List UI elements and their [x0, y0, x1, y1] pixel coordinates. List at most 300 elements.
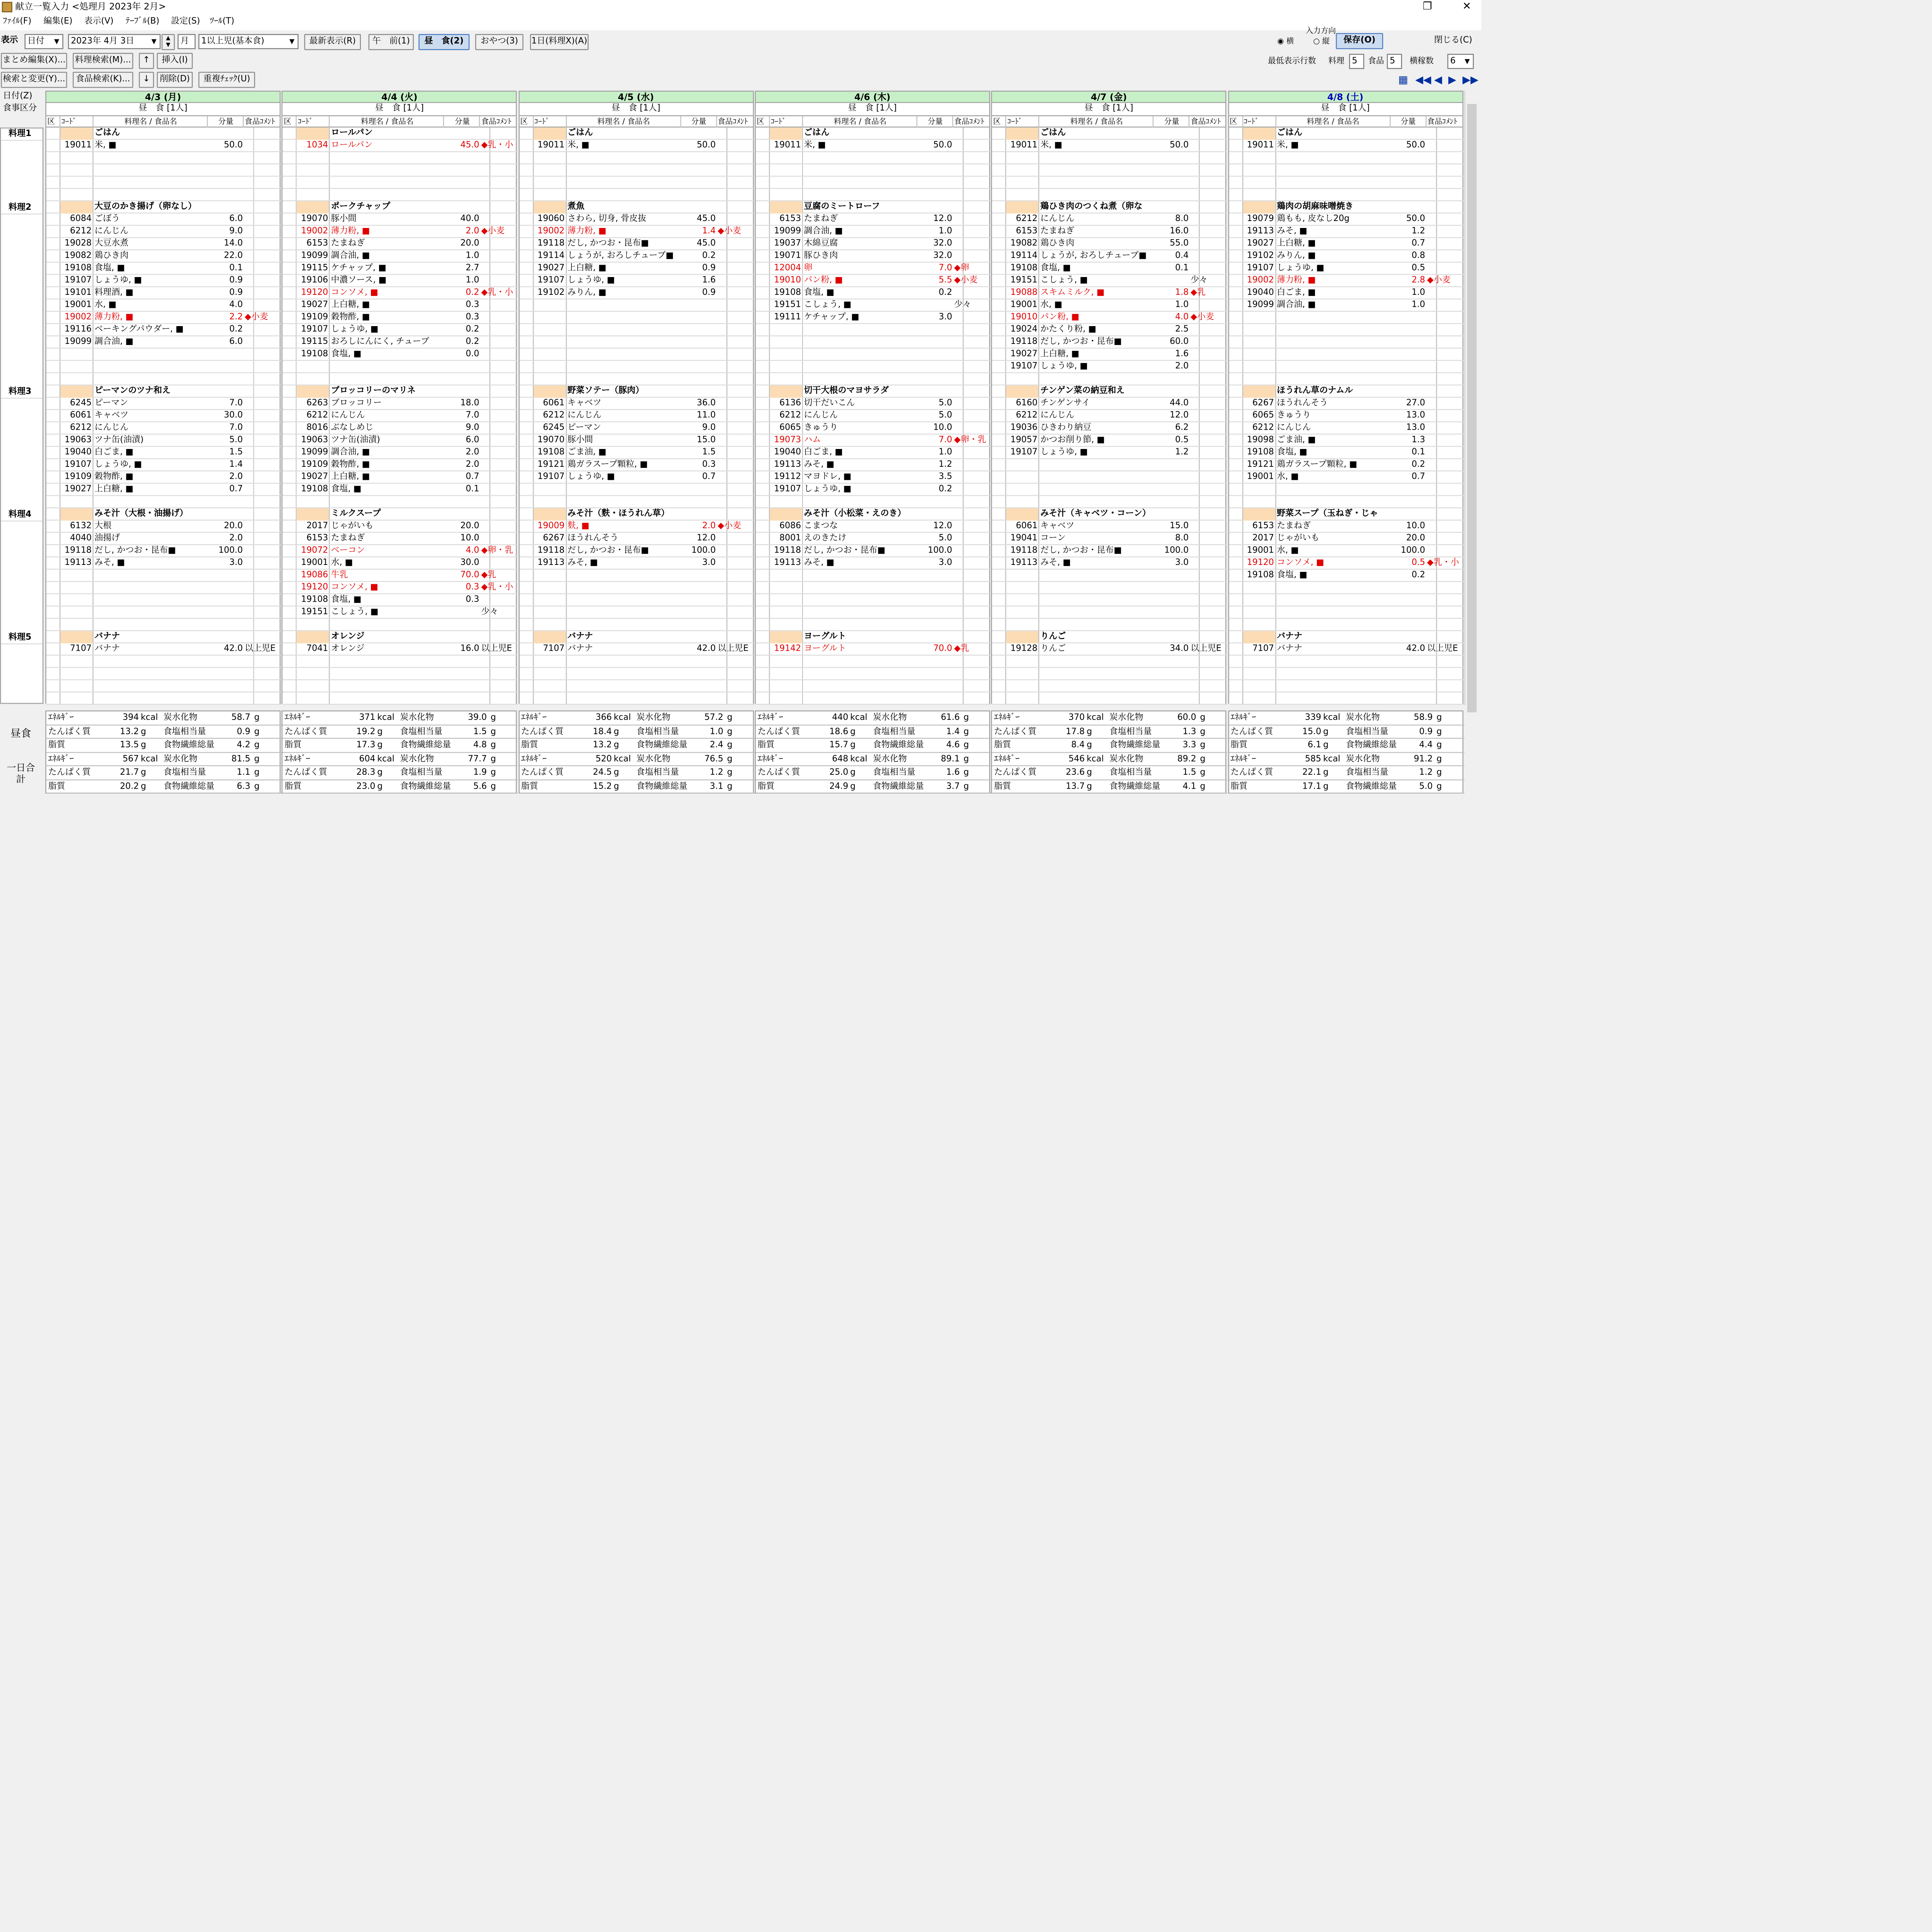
food-row[interactable]: [756, 459, 991, 471]
empty-row[interactable]: [1229, 668, 1464, 680]
food-row[interactable]: [283, 410, 518, 422]
mode-select[interactable]: 日付 ▼: [25, 34, 63, 49]
empty-row[interactable]: [519, 692, 755, 705]
food-row[interactable]: [283, 545, 518, 558]
empty-row[interactable]: [519, 656, 755, 668]
dish-row[interactable]: ロールパン: [283, 128, 518, 140]
empty-row[interactable]: [992, 692, 1228, 705]
empty-row[interactable]: [992, 373, 1228, 386]
empty-row[interactable]: [756, 570, 991, 582]
food-row[interactable]: [992, 533, 1228, 545]
delete-button[interactable]: 削除(D): [157, 72, 193, 88]
save-button[interactable]: 保存(O): [1336, 33, 1383, 49]
food-row[interactable]: [283, 520, 518, 533]
food-row[interactable]: [756, 471, 991, 484]
vertical-scrollbar[interactable]: [1464, 91, 1478, 705]
empty-row[interactable]: [519, 361, 755, 373]
food-row[interactable]: [992, 238, 1228, 250]
food-row[interactable]: [283, 594, 518, 607]
food-row[interactable]: [756, 275, 991, 287]
bulk-edit-button[interactable]: まとめ編集(X)...: [1, 53, 67, 69]
empty-row[interactable]: [519, 177, 755, 189]
empty-row[interactable]: [283, 189, 518, 201]
empty-row[interactable]: [519, 373, 755, 386]
empty-row[interactable]: [756, 189, 991, 201]
empty-row[interactable]: [992, 668, 1228, 680]
food-row[interactable]: [283, 582, 518, 594]
food-row[interactable]: [992, 299, 1228, 312]
empty-row[interactable]: [519, 312, 755, 324]
empty-row[interactable]: [1229, 189, 1464, 201]
empty-row[interactable]: [519, 619, 755, 631]
food-row[interactable]: [992, 361, 1228, 373]
empty-row[interactable]: [1229, 177, 1464, 189]
dish-row[interactable]: ごはん: [756, 128, 991, 140]
food-row[interactable]: [46, 226, 282, 238]
food-row[interactable]: [46, 545, 282, 558]
food-row[interactable]: [1229, 398, 1464, 410]
food-row[interactable]: [1229, 643, 1464, 656]
empty-row[interactable]: [1229, 607, 1464, 619]
dish-row[interactable]: ピーマンのツナ和え: [46, 386, 282, 398]
empty-row[interactable]: [283, 373, 518, 386]
food-row[interactable]: [519, 422, 755, 435]
food-row[interactable]: [519, 643, 755, 656]
food-row[interactable]: [46, 459, 282, 471]
food-row[interactable]: [756, 484, 991, 496]
food-row[interactable]: [1229, 447, 1464, 459]
empty-row[interactable]: [283, 656, 518, 668]
empty-row[interactable]: [283, 177, 518, 189]
close-button[interactable]: 閉じる(C): [1434, 36, 1473, 46]
food-row[interactable]: [46, 263, 282, 275]
food-row[interactable]: [756, 422, 991, 435]
food-row[interactable]: [519, 533, 755, 545]
empty-row[interactable]: [992, 570, 1228, 582]
dish-row[interactable]: 鶏肉の胡麻味噌焼き: [1229, 201, 1464, 214]
food-row[interactable]: [283, 299, 518, 312]
food-row[interactable]: [46, 533, 282, 545]
empty-row[interactable]: [46, 607, 282, 619]
age-group-select[interactable]: 1以上児(基本食) ▼: [198, 34, 298, 49]
empty-row[interactable]: [46, 496, 282, 509]
food-row[interactable]: [283, 312, 518, 324]
dish-row[interactable]: みそ汁（麩・ほうれん草）: [519, 508, 755, 520]
empty-row[interactable]: [992, 594, 1228, 607]
close-icon[interactable]: ✕: [1462, 0, 1471, 12]
empty-row[interactable]: [992, 619, 1228, 631]
food-row[interactable]: [46, 410, 282, 422]
food-row[interactable]: [46, 435, 282, 447]
dish-row[interactable]: 鶏ひき肉のつくね煮（卵な: [992, 201, 1228, 214]
first-page-icon[interactable]: ◀◀: [1415, 73, 1431, 86]
empty-row[interactable]: [1229, 152, 1464, 165]
empty-row[interactable]: [756, 324, 991, 337]
food-row[interactable]: [519, 410, 755, 422]
food-row[interactable]: [1229, 459, 1464, 471]
dish-row[interactable]: みそ汁（キャベツ・コーン）: [992, 508, 1228, 520]
empty-row[interactable]: [756, 349, 991, 361]
empty-row[interactable]: [756, 177, 991, 189]
food-row[interactable]: [46, 447, 282, 459]
dish-row[interactable]: 大豆のかき揚げ（卵なし）: [46, 201, 282, 214]
empty-row[interactable]: [992, 582, 1228, 594]
food-row[interactable]: [992, 287, 1228, 299]
food-row[interactable]: [992, 435, 1228, 447]
empty-row[interactable]: [992, 189, 1228, 201]
food-row[interactable]: [1229, 570, 1464, 582]
empty-row[interactable]: [756, 496, 991, 509]
menu-tools[interactable]: ﾂｰﾙ(T): [209, 17, 235, 27]
empty-row[interactable]: [519, 680, 755, 692]
menu-table[interactable]: ﾃｰﾌﾞﾙ(B): [126, 17, 160, 27]
food-row[interactable]: [46, 214, 282, 226]
dish-row[interactable]: ほうれん草のナムル: [1229, 386, 1464, 398]
food-row[interactable]: [519, 214, 755, 226]
empty-row[interactable]: [1229, 496, 1464, 509]
empty-row[interactable]: [756, 680, 991, 692]
dish-row[interactable]: オレンジ: [283, 631, 518, 643]
dish-row[interactable]: ごはん: [519, 128, 755, 140]
empty-row[interactable]: [519, 164, 755, 177]
food-row[interactable]: [756, 643, 991, 656]
empty-row[interactable]: [756, 582, 991, 594]
food-row[interactable]: [1229, 250, 1464, 263]
dish-row[interactable]: ごはん: [1229, 128, 1464, 140]
empty-row[interactable]: [1229, 680, 1464, 692]
empty-row[interactable]: [1229, 656, 1464, 668]
food-row[interactable]: [519, 287, 755, 299]
empty-row[interactable]: [283, 361, 518, 373]
dish-row[interactable]: チンゲン菜の納豆和え: [992, 386, 1228, 398]
food-row[interactable]: [756, 435, 991, 447]
empty-row[interactable]: [46, 692, 282, 705]
food-row[interactable]: [283, 422, 518, 435]
empty-row[interactable]: [1229, 361, 1464, 373]
cols-select[interactable]: 6 ▼: [1447, 54, 1474, 69]
empty-row[interactable]: [992, 471, 1228, 484]
empty-row[interactable]: [1229, 619, 1464, 631]
empty-row[interactable]: [756, 361, 991, 373]
empty-row[interactable]: [756, 692, 991, 705]
food-row[interactable]: [1229, 287, 1464, 299]
food-row[interactable]: [992, 275, 1228, 287]
empty-row[interactable]: [519, 349, 755, 361]
dish-row[interactable]: ヨーグルト: [756, 631, 991, 643]
food-row[interactable]: [46, 250, 282, 263]
meal-lunch-button[interactable]: 昼 食(2): [418, 34, 469, 50]
food-row[interactable]: [1229, 263, 1464, 275]
food-row[interactable]: [283, 238, 518, 250]
food-row[interactable]: [283, 263, 518, 275]
move-down-button[interactable]: ↓: [139, 72, 154, 88]
food-row[interactable]: [283, 533, 518, 545]
empty-row[interactable]: [756, 668, 991, 680]
food-row[interactable]: [1229, 520, 1464, 533]
empty-row[interactable]: [46, 361, 282, 373]
food-row[interactable]: [992, 643, 1228, 656]
food-row[interactable]: [756, 140, 991, 152]
insert-button[interactable]: 挿入(I): [157, 53, 193, 69]
empty-row[interactable]: [756, 164, 991, 177]
food-row[interactable]: [283, 275, 518, 287]
dish-row[interactable]: 野菜スープ（玉ねぎ・じゃ: [1229, 508, 1464, 520]
empty-row[interactable]: [992, 177, 1228, 189]
empty-row[interactable]: [992, 607, 1228, 619]
dish-row[interactable]: バナナ: [519, 631, 755, 643]
food-row[interactable]: [46, 643, 282, 656]
food-row[interactable]: [519, 435, 755, 447]
food-row[interactable]: [756, 250, 991, 263]
food-rows-input[interactable]: 5: [1387, 54, 1402, 69]
dish-row[interactable]: 野菜ソテー（豚肉）: [519, 386, 755, 398]
empty-row[interactable]: [283, 619, 518, 631]
empty-row[interactable]: [992, 459, 1228, 471]
food-row[interactable]: [519, 226, 755, 238]
empty-row[interactable]: [1229, 594, 1464, 607]
food-row[interactable]: [46, 398, 282, 410]
refresh-button[interactable]: 最新表示(R): [304, 34, 361, 50]
food-row[interactable]: [519, 459, 755, 471]
empty-row[interactable]: [46, 177, 282, 189]
dish-row[interactable]: 煮魚: [519, 201, 755, 214]
food-row[interactable]: [519, 558, 755, 570]
food-row[interactable]: [756, 545, 991, 558]
food-row[interactable]: [283, 336, 518, 349]
food-row[interactable]: [46, 324, 282, 337]
empty-row[interactable]: [46, 373, 282, 386]
empty-row[interactable]: [1229, 164, 1464, 177]
food-row[interactable]: [1229, 140, 1464, 152]
menu-edit[interactable]: 編集(E): [43, 17, 73, 27]
food-row[interactable]: [519, 275, 755, 287]
empty-row[interactable]: [1229, 349, 1464, 361]
empty-row[interactable]: [756, 607, 991, 619]
food-search-button[interactable]: 食品検索(K)...: [73, 72, 133, 88]
food-row[interactable]: [519, 263, 755, 275]
empty-row[interactable]: [992, 496, 1228, 509]
dir-v-radio[interactable]: ○ 縦: [1313, 37, 1330, 46]
dup-check-button[interactable]: 重複ﾁｪｯｸ(U): [198, 72, 255, 88]
empty-row[interactable]: [46, 189, 282, 201]
food-row[interactable]: [519, 545, 755, 558]
empty-row[interactable]: [756, 619, 991, 631]
food-row[interactable]: [992, 263, 1228, 275]
food-row[interactable]: [283, 214, 518, 226]
food-row[interactable]: [756, 287, 991, 299]
food-row[interactable]: [519, 471, 755, 484]
food-row[interactable]: [519, 398, 755, 410]
next-page-icon[interactable]: ▶: [1448, 73, 1456, 86]
food-row[interactable]: [1229, 275, 1464, 287]
dir-h-radio[interactable]: ◉ 横: [1277, 37, 1294, 46]
empty-row[interactable]: [283, 692, 518, 705]
empty-row[interactable]: [519, 582, 755, 594]
food-row[interactable]: [283, 570, 518, 582]
empty-row[interactable]: [519, 152, 755, 165]
food-row[interactable]: [992, 214, 1228, 226]
food-row[interactable]: [992, 312, 1228, 324]
food-row[interactable]: [46, 275, 282, 287]
empty-row[interactable]: [756, 336, 991, 349]
food-row[interactable]: [756, 226, 991, 238]
dish-row[interactable]: ごはん: [992, 128, 1228, 140]
food-row[interactable]: [283, 459, 518, 471]
day-date-header[interactable]: 4/4 (火): [282, 91, 517, 103]
day-date-header[interactable]: 4/6 (木): [755, 91, 990, 103]
food-row[interactable]: [46, 299, 282, 312]
food-row[interactable]: [756, 214, 991, 226]
day-date-header[interactable]: 4/7 (金): [991, 91, 1226, 103]
dish-row[interactable]: 豆腐のミートローフ: [756, 201, 991, 214]
meal-snack-button[interactable]: おやつ(3): [475, 34, 524, 50]
food-row[interactable]: [756, 312, 991, 324]
food-row[interactable]: [46, 520, 282, 533]
food-row[interactable]: [46, 238, 282, 250]
empty-row[interactable]: [519, 607, 755, 619]
food-row[interactable]: [992, 250, 1228, 263]
last-page-icon[interactable]: ▶▶: [1462, 73, 1479, 86]
food-row[interactable]: [756, 299, 991, 312]
food-row[interactable]: [519, 238, 755, 250]
food-row[interactable]: [1229, 471, 1464, 484]
empty-row[interactable]: [519, 484, 755, 496]
empty-row[interactable]: [1229, 692, 1464, 705]
dish-row[interactable]: ポークチャップ: [283, 201, 518, 214]
food-row[interactable]: [756, 238, 991, 250]
food-row[interactable]: [756, 533, 991, 545]
empty-row[interactable]: [1229, 336, 1464, 349]
menu-file[interactable]: ﾌｧｲﾙ(F): [3, 17, 32, 27]
food-row[interactable]: [1229, 435, 1464, 447]
food-row[interactable]: [283, 484, 518, 496]
food-row[interactable]: [1229, 410, 1464, 422]
food-row[interactable]: [519, 520, 755, 533]
food-row[interactable]: [992, 410, 1228, 422]
empty-row[interactable]: [283, 496, 518, 509]
food-row[interactable]: [283, 250, 518, 263]
empty-row[interactable]: [992, 680, 1228, 692]
date-select[interactable]: 2023年 4月 3日 ▼: [68, 34, 161, 49]
empty-row[interactable]: [992, 152, 1228, 165]
empty-row[interactable]: [519, 299, 755, 312]
food-row[interactable]: [283, 471, 518, 484]
empty-row[interactable]: [756, 373, 991, 386]
empty-row[interactable]: [519, 336, 755, 349]
empty-row[interactable]: [756, 152, 991, 165]
food-row[interactable]: [519, 140, 755, 152]
empty-row[interactable]: [283, 164, 518, 177]
food-row[interactable]: [1229, 299, 1464, 312]
food-row[interactable]: [519, 250, 755, 263]
food-row[interactable]: [992, 226, 1228, 238]
food-row[interactable]: [46, 471, 282, 484]
dish-search-button[interactable]: 料理検索(M)...: [73, 53, 133, 69]
dish-row[interactable]: みそ汁（小松菜・えのき）: [756, 508, 991, 520]
food-row[interactable]: [283, 558, 518, 570]
food-row[interactable]: [283, 140, 518, 152]
empty-row[interactable]: [1229, 582, 1464, 594]
food-row[interactable]: [992, 336, 1228, 349]
dish-row[interactable]: バナナ: [46, 631, 282, 643]
day-date-header[interactable]: 4/3 (月): [45, 91, 281, 103]
empty-row[interactable]: [519, 496, 755, 509]
food-row[interactable]: [992, 422, 1228, 435]
food-row[interactable]: [283, 607, 518, 619]
food-row[interactable]: [519, 447, 755, 459]
food-row[interactable]: [283, 435, 518, 447]
food-row[interactable]: [46, 558, 282, 570]
food-row[interactable]: [46, 140, 282, 152]
food-row[interactable]: [1229, 226, 1464, 238]
food-row[interactable]: [756, 447, 991, 459]
empty-row[interactable]: [756, 594, 991, 607]
food-row[interactable]: [46, 336, 282, 349]
food-row[interactable]: [756, 263, 991, 275]
food-row[interactable]: [992, 545, 1228, 558]
dish-row[interactable]: ミルクスープ: [283, 508, 518, 520]
dish-row[interactable]: バナナ: [1229, 631, 1464, 643]
empty-row[interactable]: [1229, 324, 1464, 337]
dish-rows-input[interactable]: 5: [1349, 54, 1364, 69]
empty-row[interactable]: [283, 152, 518, 165]
empty-row[interactable]: [46, 594, 282, 607]
empty-row[interactable]: [46, 668, 282, 680]
menu-view[interactable]: 表示(V): [84, 17, 114, 27]
food-row[interactable]: [46, 422, 282, 435]
day-date-header[interactable]: 4/8 (土): [1228, 91, 1463, 103]
food-row[interactable]: [283, 287, 518, 299]
food-row[interactable]: [283, 643, 518, 656]
dish-row[interactable]: 切干大根のマヨサラダ: [756, 386, 991, 398]
empty-row[interactable]: [992, 164, 1228, 177]
dish-row[interactable]: りんご: [992, 631, 1228, 643]
food-row[interactable]: [1229, 558, 1464, 570]
dish-row[interactable]: ブロッコリーのマリネ: [283, 386, 518, 398]
food-row[interactable]: [756, 410, 991, 422]
food-row[interactable]: [992, 398, 1228, 410]
empty-row[interactable]: [46, 152, 282, 165]
food-row[interactable]: [1229, 533, 1464, 545]
calendar-grid-icon[interactable]: ▦: [1398, 73, 1408, 86]
food-row[interactable]: [992, 140, 1228, 152]
empty-row[interactable]: [519, 189, 755, 201]
meal-day-button[interactable]: 1日(料理X)(A): [530, 34, 589, 50]
empty-row[interactable]: [1229, 312, 1464, 324]
meal-am-button[interactable]: 午 前(1): [369, 34, 414, 50]
unit-box[interactable]: 月: [178, 34, 196, 49]
food-row[interactable]: [756, 558, 991, 570]
empty-row[interactable]: [992, 656, 1228, 668]
empty-row[interactable]: [283, 680, 518, 692]
food-row[interactable]: [46, 287, 282, 299]
menu-settings[interactable]: 設定(S): [171, 17, 200, 27]
empty-row[interactable]: [519, 668, 755, 680]
food-row[interactable]: [283, 447, 518, 459]
empty-row[interactable]: [46, 164, 282, 177]
food-row[interactable]: [46, 312, 282, 324]
move-up-button[interactable]: ↑: [139, 53, 154, 69]
food-row[interactable]: [1229, 238, 1464, 250]
search-change-button[interactable]: 検索と変更(Y)...: [1, 72, 67, 88]
restore-icon[interactable]: ❐: [1423, 0, 1432, 12]
empty-row[interactable]: [46, 680, 282, 692]
dish-row[interactable]: ごはん: [46, 128, 282, 140]
food-row[interactable]: [992, 558, 1228, 570]
food-row[interactable]: [992, 324, 1228, 337]
food-row[interactable]: [992, 349, 1228, 361]
food-row[interactable]: [756, 520, 991, 533]
